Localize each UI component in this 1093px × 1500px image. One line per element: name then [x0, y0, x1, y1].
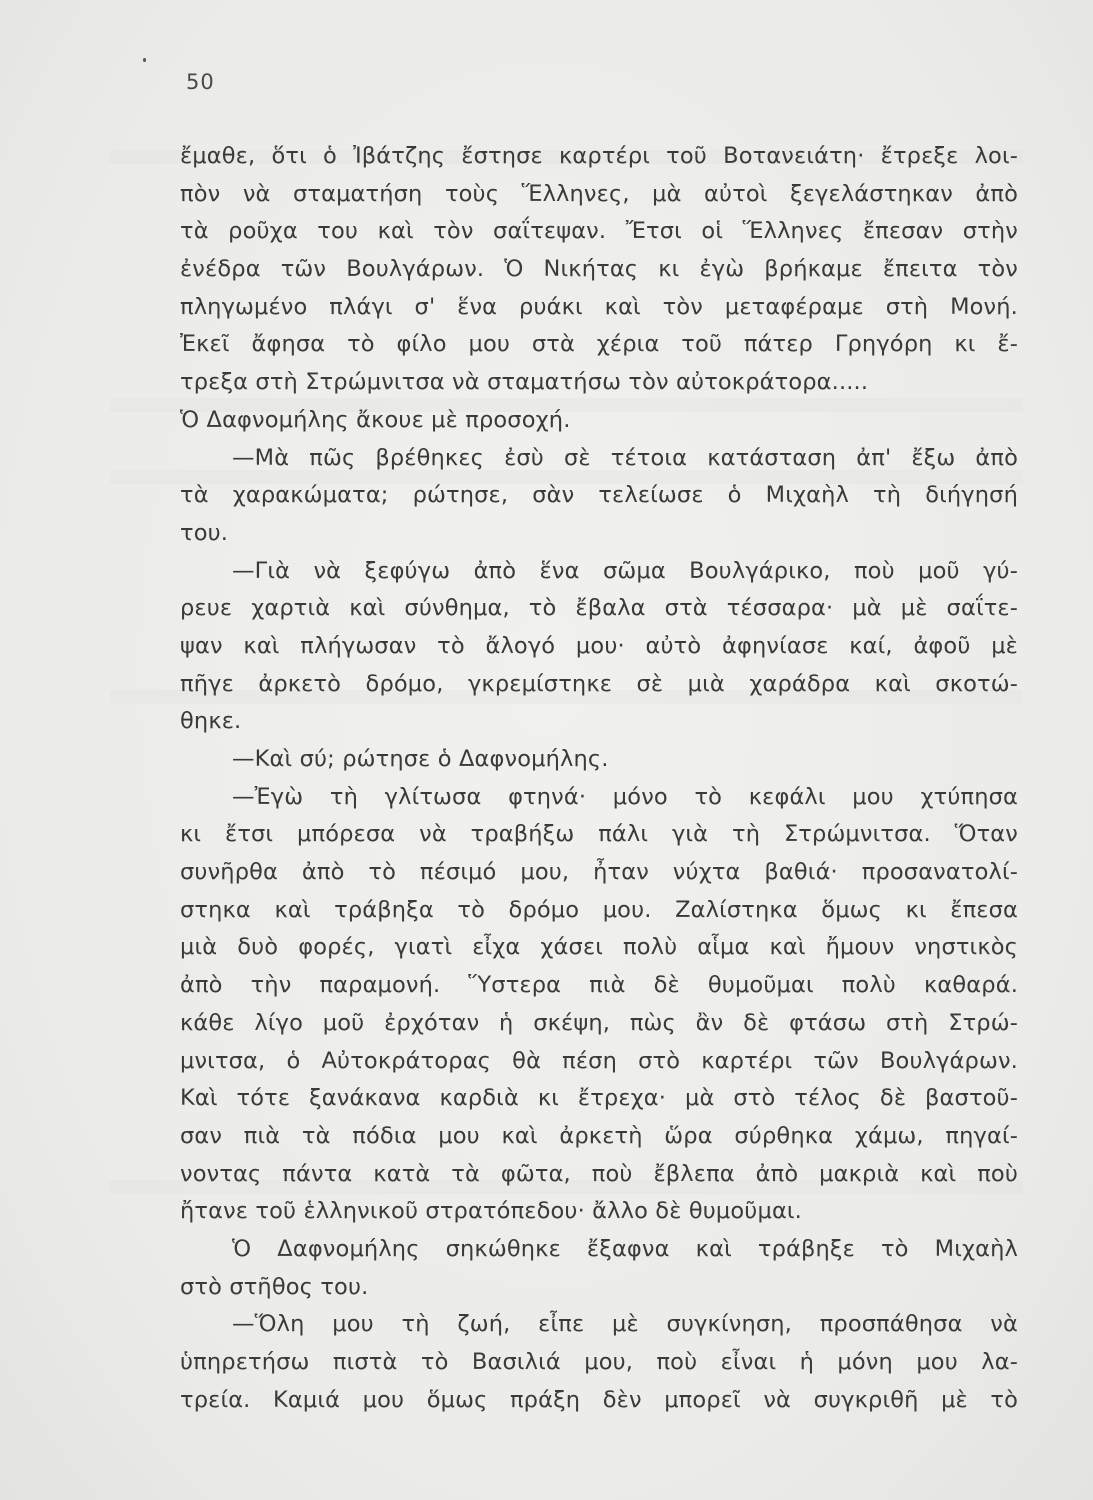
text-line: συνῆρθα ἀπὸ τὸ πέσιμό μου, ἦταν νύχτα βαθιά· προσανατολί- — [180, 859, 1018, 886]
text-line: νοντας πάντα κατὰ τὰ φῶτα, ποὺ ἔβλεπα ἀπὸ μακριὰ καὶ ποὺ — [180, 1160, 1018, 1187]
text-line: Ἐκεῖ ἄφησα τὸ φίλο μου στὰ χέρια τοῦ πάτερ Γρηγόρη κι ἔ- — [180, 331, 1018, 358]
text-line: του. — [180, 519, 229, 546]
text-line: κι ἔτσι μπόρεσα νὰ τραβήξω πάλι γιὰ τὴ Στρώμνιτσα. Ὅταν — [180, 821, 1018, 848]
text-line: —Ὅλη μου τὴ ζωή, εἶπε μὲ συγκίνηση, προσπάθησα νὰ — [232, 1311, 1018, 1338]
text-line: τὰ χαρακώματα; ρώτησε, σὰν τελείωσε ὁ Μιχαὴλ τὴ διήγησή — [180, 482, 1018, 509]
text-line: τὰ ροῦχα του καὶ τὸν σαΐτεψαν. Ἔτσι οἱ Ἕλληνες ἔπεσαν στὴν — [180, 218, 1018, 245]
text-line: ρευε χαρτιὰ καὶ σύνθημα, τὸ ἔβαλα στὰ τέσσαρα· μὰ μὲ σαΐτε- — [180, 595, 1018, 622]
text-line: Ὁ Δαφνομήλης σηκώθηκε ἔξαφνα καὶ τράβηξε τὸ Μιχαὴλ — [232, 1235, 1018, 1262]
text-line: —Ἐγὼ τὴ γλίτωσα φτηνά· μόνο τὸ κεφάλι μου χτύπησα — [232, 783, 1018, 810]
text-line: τρεία. Καμιά μου ὅμως πράξη δὲν μπορεῖ νὰ συγκριθῆ μὲ τὸ — [180, 1386, 1018, 1413]
text-line: ἤτανε τοῦ ἑλληνικοῦ στρατόπεδου· ἄλλο δὲ θυμοῦμαι. — [180, 1198, 802, 1225]
text-line: τρεξα στὴ Στρώμνιτσα νὰ σταματήσω τὸν αὐτοκράτορα..... — [180, 369, 869, 396]
text-line: στηκα καὶ τράβηξα τὸ δρόμο μου. Ζαλίστηκα ὅμως κι ἔπεσα — [180, 896, 1018, 923]
text-line: πῆγε ἀρκετὸ δρόμο, γκρεμίστηκε σὲ μιὰ χαράδρα καὶ σκοτώ- — [180, 670, 1018, 697]
text-line: ψαν καὶ πλήγωσαν τὸ ἄλογό μου· αὐτὸ ἀφηνίασε καί, ἀφοῦ μὲ — [180, 632, 1018, 659]
text-line: Ὁ Δαφνομήλης ἄκουε μὲ προσοχή. — [180, 406, 571, 433]
text-line: ἀπὸ τὴν παραμονή. Ὕστερα πιὰ δὲ θυμοῦμαι πολὺ καθαρά. — [180, 972, 1018, 999]
text-line: μιὰ δυὸ φορές, γιατὶ εἶχα χάσει πολὺ αἷμα καὶ ἤμουν νηστικὸς — [180, 934, 1018, 961]
body-text — [180, 138, 1018, 1419]
ink-speck — [143, 58, 146, 62]
text-line: Καὶ τότε ξανάκανα καρδιὰ κι ἔτρεχα· μὰ στὸ τέλος δὲ βαστοῦ- — [180, 1085, 1018, 1112]
text-line: στὸ στῆθος του. — [180, 1273, 369, 1300]
text-line: θηκε. — [180, 708, 242, 735]
text-line: σαν πιὰ τὰ πόδια μου καὶ ἀρκετὴ ὥρα σύρθηκα χάμω, πηγαί- — [180, 1122, 1018, 1149]
text-line: μνιτσα, ὁ Αὐτοκράτορας θὰ πέση στὸ καρτέρι τῶν Βουλγάρων. — [180, 1047, 1018, 1074]
text-line: —Μὰ πῶς βρέθηκες ἐσὺ σὲ τέτοια κατάσταση ἀπ' ἔξω ἀπὸ — [232, 444, 1018, 471]
text-line: ἔμαθε, ὅτι ὁ Ἰβάτζης ἔστησε καρτέρι τοῦ Βοτανειάτη· ἔτρεξε λοι- — [180, 143, 1018, 169]
page-number: 50 — [186, 70, 215, 94]
text-line: πληγωμένο πλάγι σ' ἕνα ρυάκι καὶ τὸν μεταφέραμε στὴ Μονή. — [180, 293, 1018, 320]
text-line: —Γιὰ νὰ ξεφύγω ἀπὸ ἕνα σῶμα Βουλγάρικο, ποὺ μοῦ γύ- — [232, 557, 1018, 584]
text-line: πὸν νὰ σταματήση τοὺς Ἕλληνες, μὰ αὐτοὶ ξεγελάστηκαν ἀπὸ — [180, 180, 1018, 207]
text-line: —Καὶ σύ; ρώτησε ὁ Δαφνομήλης. — [232, 746, 609, 772]
text-line: ἐνέδρα τῶν Βουλγάρων. Ὁ Νικήτας κι ἐγὼ βρήκαμε ἔπειτα τὸν — [180, 256, 1018, 283]
text-line: ὑπηρετήσω πιστὰ τὸ Βασιλιά μου, ποὺ εἶναι ἡ μόνη μου λα- — [180, 1349, 1018, 1375]
text-line: κάθε λίγο μοῦ ἐρχόταν ἡ σκέψη, πὼς ἂν δὲ φτάσω στὴ Στρώ- — [180, 1009, 1018, 1036]
